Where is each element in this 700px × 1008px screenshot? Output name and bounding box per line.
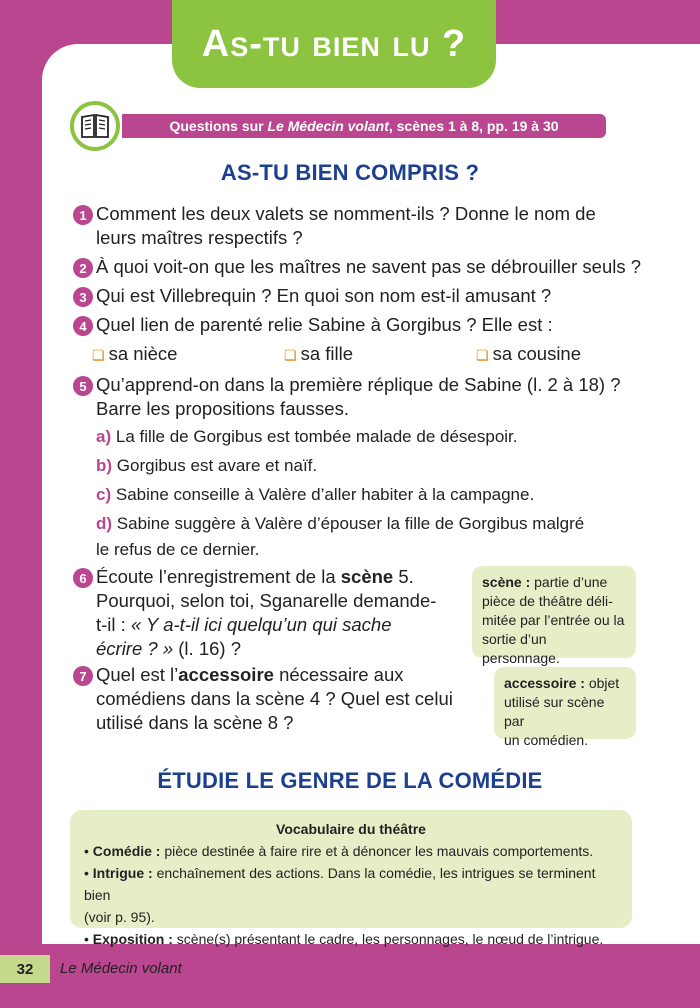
proposition-d [96,511,584,563]
bullet: • [84,931,89,947]
vocab-term: Exposition : [92,931,173,947]
question-5-line: Barre les propositions fausses. [96,398,349,419]
vocab-term: Comédie : [92,843,161,859]
vocabulary-title: Vocabulaire du théâtre [276,821,426,837]
bullet: • [84,865,89,881]
proposition-c [96,482,534,508]
question-number: 4 [73,316,93,336]
vocab-term: Intrigue : [92,865,153,881]
checkbox-icon[interactable]: ❏ [476,347,489,363]
vocab-def: scène(s) présentant le cadre, les personnages, le nœud de l’intrigue. [172,931,604,947]
title-tab [172,0,496,88]
q6-quote: « Y a-t-il ici quelqu’un qui sache [130,614,392,635]
proposition-text: Sabine conseille à Valère d’aller habiter à la campagne. [115,485,535,504]
questions-banner [122,114,606,138]
glossary-term: accessoire : [504,675,585,691]
vocab-entry-comedie [84,840,618,862]
page-title: As-tu bien lu ? [201,22,467,65]
vocab-def: (voir p. 95). [84,909,155,925]
glossary-text: utilisé sur scène par [504,694,605,729]
question-1-line: Comment les deux valets se nomment-ils ? Donne le nom de [96,203,596,224]
question-number: 7 [73,666,93,686]
question-1 [96,202,596,250]
question-number: 5 [73,376,93,396]
option-label: sa cousine [492,343,582,364]
glossary-text: sortie d’un personnage. [482,631,560,666]
glossary-text: mitée par l’entrée ou la [482,612,625,628]
question-5-line: Qu’apprend-on dans la première réplique de Sabine (l. 2 à 18) ? [96,374,621,395]
q6-text: 5. [393,566,414,587]
book-title-footer: Le Médecin volant [60,960,182,977]
proposition-text: Sabine suggère à Valère d’épouser la fille de Gorgibus malgré [116,514,585,533]
glossary-text: objet [584,675,620,691]
banner-prefix: Questions sur [169,118,264,134]
q6-text: Pourquoi, selon toi, Sganarelle demande- [96,590,437,611]
question-5 [96,373,621,421]
bullet: • [84,843,89,859]
question-number: 2 [73,258,93,278]
option-checkbox-cousine[interactable] [476,343,581,365]
glossary-text: partie d’une [530,574,608,590]
proposition-letter: c) [96,485,112,504]
question-1-line: leurs maîtres respectifs ? [96,227,303,248]
vocab-entry-intrigue [84,862,618,906]
proposition-letter: d) [96,514,113,533]
vocab-def: enchaînement des actions. Dans la comédie, les intrigues se terminent bien [84,865,596,903]
glossary-text: un comédien. [504,732,589,748]
page-number: 32 [0,955,50,983]
vocabulary-box [70,810,632,947]
checkbox-icon[interactable]: ❏ [284,347,297,363]
question-number: 3 [73,287,93,307]
question-number: 1 [73,205,93,225]
glossary-text: pièce de théâtre déli- [482,593,613,609]
q7-text: comédiens dans la scène 4 ? Quel est celui [96,688,453,709]
option-checkbox-fille[interactable] [284,343,353,365]
q7-keyword: accessoire [178,664,274,685]
q7-text: nécessaire aux [273,664,404,685]
proposition-b [96,453,317,479]
q6-text: (l. 16) ? [173,638,241,659]
glossary-term: scène : [482,574,531,590]
proposition-text: le refus de ce dernier. [96,540,260,559]
glossary-note-scene [472,566,636,666]
q6-keyword: scène [340,566,394,587]
vocab-entry-exposition [84,928,618,950]
question-3: Qui est Villebrequin ? En quoi son nom est-il amusant ? [96,285,552,306]
q6-text: t-il : [96,614,131,635]
proposition-text: La fille de Gorgibus est tombée malade de désespoir. [115,427,518,446]
proposition-a [96,424,518,450]
option-label: sa nièce [108,343,178,364]
question-6 [96,565,436,661]
q6-quote: écrire ? » [96,638,174,659]
question-7 [96,663,453,735]
section-title-comedie: ÉTUDIE LE GENRE DE LA COMÉDIE [157,768,543,793]
option-label: sa fille [300,343,354,364]
section-title-compris: AS-TU BIEN COMPRIS ? [220,160,480,185]
glossary-note-accessoire [494,667,636,748]
proposition-letter: a) [96,427,112,446]
q6-text: Écoute l’enregistrement de la [96,566,341,587]
vocab-def: pièce destinée à faire rire et à dénoncer les mauvais comportements. [160,843,594,859]
proposition-text: Gorgibus est avare et naïf. [116,456,318,475]
q7-text: Quel est l’ [96,664,179,685]
question-2: À quoi voit-on que les maîtres ne savent pas se débrouiller seuls ? [96,256,642,277]
proposition-letter: b) [96,456,113,475]
book-icon [70,101,120,151]
banner-suffix: , scènes 1 à 8, pp. 19 à 30 [388,118,559,134]
option-checkbox-niece[interactable] [92,343,177,365]
question-number: 6 [73,568,93,588]
banner-work-title: Le Médecin volant [267,118,389,134]
q7-text: utilisé dans la scène 8 ? [96,712,294,733]
question-4: Quel lien de parenté relie Sabine à Gorgibus ? Elle est : [96,314,553,335]
checkbox-icon[interactable]: ❏ [92,347,105,363]
